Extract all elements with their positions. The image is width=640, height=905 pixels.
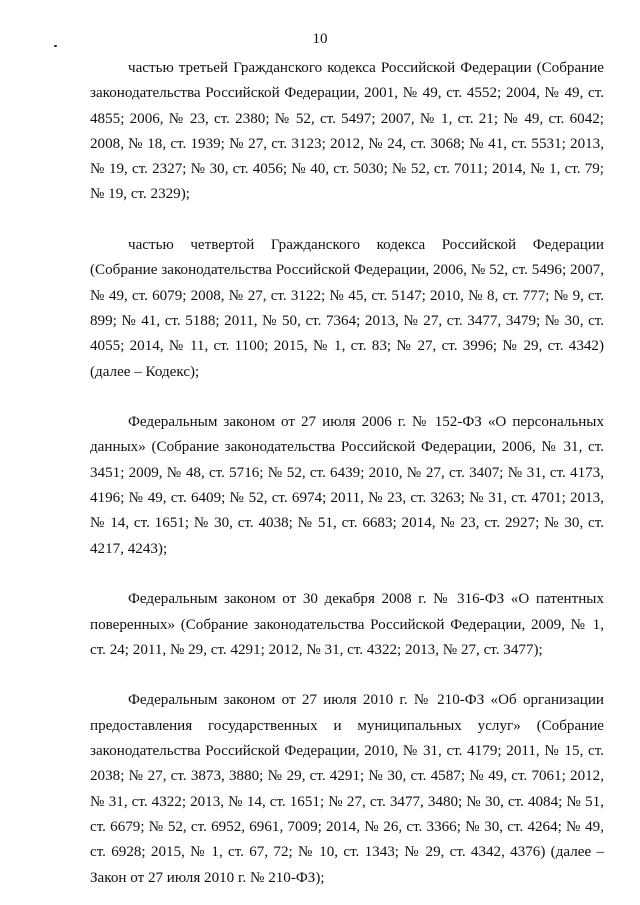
page-number: 10 (312, 31, 328, 47)
paragraph-law-personal-data: Федеральным законом от 27 июля 2006 г. № 152-ФЗ «О персональных данных» (Собрание законодательства Российской Федерации, 2006, № 31, ст. 3451; 2009, № 48, ст. 5716; № 52, ст. 6439; 2010, № 27, ст. 3407; № 31, ст. 4173, 4196; № 49, ст. 6409; № 52, ст. 6974; 2011, № 23, ст. 3263; № 31, ст. 4701; 2013, № 14, ст. 1651; № 30, ст. 4038; № 51, ст. 6683; 2014, № 23, ст. 2927; № 30, ст. 4217, 4243); (90, 414, 604, 557)
paragraph-civil-code-part-three: частью третьей Гражданского кодекса Российской Федерации (Собрание законодательства Российской Федерации, 2001, № 49, ст. 4552; 2004, № 49, ст. 4855; 2006, № 23, ст. 2380; № 52, ст. 5497; 2007, № 1, ст. 21; № 49, ст. 6042; 2008, № 18, ст. 1939; № 27, ст. 3123; 2012, № 24, ст. 3068; № 41, ст. 5531; 2013, № 19, ст. 2327; № 30, ст. 4056; № 40, ст. 5030; № 52, ст. 7011; 2014, № 1, ст. 79; № 19, ст. 2329); (90, 60, 604, 203)
paragraph-civil-code-part-four: частью четвертой Гражданского кодекса Российской Федерации (Собрание законодательства Российской Федерации, 2006, № 52, ст. 5496; 2007, № 49, ст. 6079; 2008, № 27, ст. 3122; № 45, ст. 5147; 2010, № 8, ст. 777; № 9, ст. 899; № 41, ст. 5188; 2011, № 50, ст. 7364; 2013, № 27, ст. 3477, 3479; № 30, ст. 4055; 2014, № 11, ст. 1100; 2015, № 1, ст. 83; № 27, ст. 3996; № 29, ст. 4342) (далее – Кодекс); (90, 237, 604, 380)
document-body (90, 56, 604, 891)
scan-mark (54, 45, 57, 47)
paragraph-law-public-services: Федеральным законом от 27 июля 2010 г. № 210-ФЗ «Об организации предоставления государственных и муниципальных услуг» (Собрание законодательства Российской Федерации, 2010, № 31, ст. 4179; 2011, № 15, ст. 2038; № 27, ст. 3873, 3880; № 29, ст. 4291; № 30, ст. 4587; № 49, ст. 7061; 2012, № 31, ст. 4322; 2013, № 14, ст. 1651; № 27, ст. 3477, 3480; № 30, ст. 4084; № 51, ст. 6679; № 52, ст. 6952, 6961, 7009; 2014, № 26, ст. 3366; № 30, ст. 4264; № 49, ст. 6928; 2015, № 1, ст. 67, 72; № 10, ст. 1343; № 29, ст. 4342, 4376) (далее – Закон от 27 июля 2010 г. № 210-ФЗ); (90, 692, 604, 886)
paragraph-law-patent-attorneys: Федеральным законом от 30 декабря 2008 г. № 316-ФЗ «О патентных поверенных» (Собрание законодательства Российской Федерации, 2009, № 1, ст. 24; 2011, № 29, ст. 4291; 2012, № 31, ст. 4322; 2013, № 27, ст. 3477); (90, 591, 604, 658)
